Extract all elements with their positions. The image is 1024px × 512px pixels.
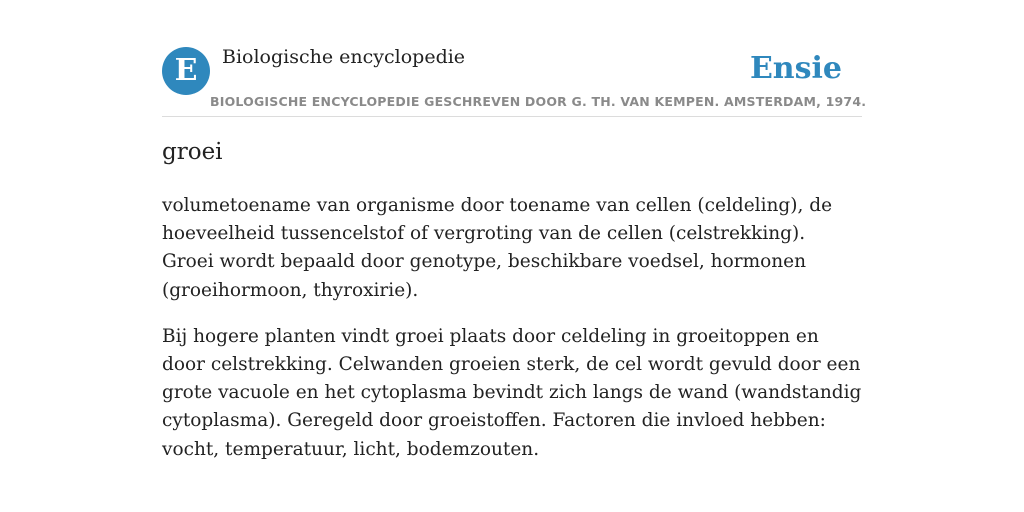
header <box>162 44 867 117</box>
entry-content <box>162 192 862 482</box>
brand-logo[interactable]: Ensie <box>749 51 842 86</box>
entry-paragraph: Bij hogere planten vindt groei plaats door celdeling in groeitoppen en door celstrekking. Celwanden groeien sterk, de cel wordt gevuld door een grote vacuole en het cytoplasma bevindt zich langs de wand (wandstandig cytoplasma). Geregeld door groeistoffen. Factoren die invloed hebben: vocht, temperatuur, licht, bodemzouten. <box>162 325 862 460</box>
book-title[interactable]: Biologische encyclopedie <box>222 46 466 68</box>
source-line: BIOLOGISCHE ENCYCLOPEDIE GESCHREVEN DOOR G. TH. VAN KEMPEN. AMSTERDAM, 1974. <box>210 94 867 109</box>
entry-paragraph: volumetoename van organisme door toename van cellen (celdeling), de hoeveelheid tussencelstof of vergroting van de cellen (celstrekking). Groei wordt bepaald door genotype, beschikbare voedsel, hormonen (groeihormoon, thyroxirie). <box>162 195 833 301</box>
logo-icon[interactable]: E <box>162 47 210 95</box>
entry-title: groei <box>162 139 223 165</box>
